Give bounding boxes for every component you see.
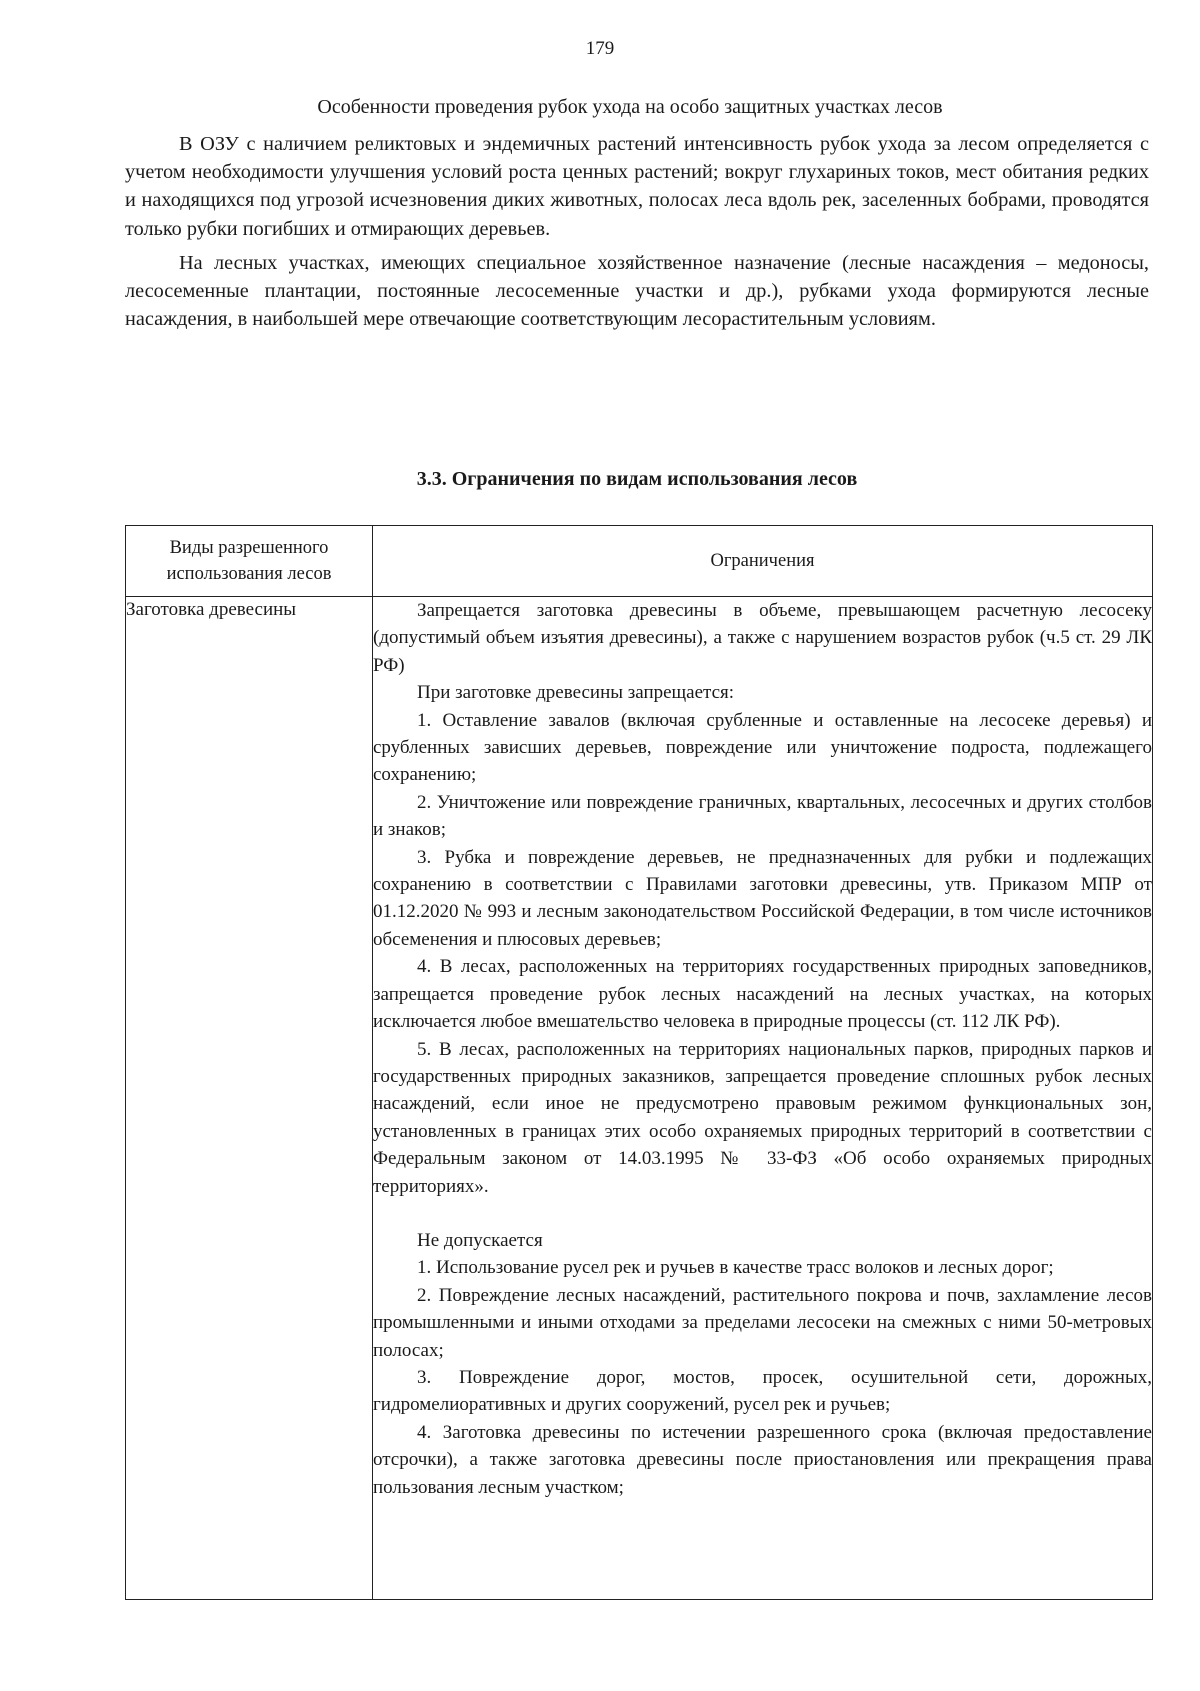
restriction-intro: Запрещается заготовка древесины в объеме, превышающем расчетную лесосеку (допустимый объем изъятия древесины), а также с нарушением возрастов рубок (ч.5 ст. 29 ЛК РФ) [373,600,1152,676]
restrictions-cell [373,597,1153,1600]
prohibition-item-3: 3. Повреждение дорог, мостов, просек, осушительной сети, дорожных, гидромелиоративных и других сооружений, русел рек и ручьев; [373,1366,1152,1416]
restriction-item-2: 2. Уничтожение или повреждение граничных, квартальных, лесосечных и других столбов и знаков; [373,791,1152,841]
prohibition-item-1: 1. Использование русел рек и ручьев в качестве трасс волоков и лесных дорог; [417,1257,1054,1279]
intro-text [125,130,1149,333]
prohibition-lead: Не допускается [417,1229,543,1251]
usage-type-cell: Заготовка древесины [126,597,373,1600]
section-heading: Особенности проведения рубок ухода на особо защитных участках лесов [317,96,943,118]
table-row [126,597,1153,1600]
page-number: 179 [585,38,615,59]
paragraph-1: В ОЗУ с наличием реликтовых и эндемичных растений интенсивность рубок ухода за лесом определяется с учетом необходимости улучшения условий роста ценных растений; вокруг глухариных токов, мест обитания редких и находящихся под угрозой исчезновения диких животных, полосах леса вдоль рек, заселенных бобрами, проводятся только рубки погибших и отмирающих деревьев. [125,133,1149,240]
header-restrictions: Ограничения [373,526,1153,597]
restriction-lead: При заготовке древесины запрещается: [417,682,735,704]
prohibition-item-2: 2. Повреждение лесных насаждений, растительного покрова и почв, захламление лесов промышленными и иными отходами за пределами лесосеки на смежных с ними 50-метровых полосах; [373,1284,1152,1361]
restriction-item-3: 3. Рубка и повреждение деревьев, не предназначенных для рубки и подлежащих сохранению в соответствии с Правилами заготовки древесины, утв. Приказом МПР от 01.12.2020 № 993 и лесным законодательством Российской Федерации, в том числе источников обсеменения и плюсовых деревьев; [373,846,1152,950]
prohibition-item-4: 4. Заготовка древесины по истечении разрешенного срока (включая предоставление отсрочки), а также заготовка древесины после приостановления или прекращения права пользования лесным участком; [373,1421,1152,1498]
restrictions-table [125,525,1153,1600]
header-usage-types: Виды разрешенного использования лесов [126,526,373,597]
restriction-item-4: 4. В лесах, расположенных на территориях государственных природных заповедников, запрещается проведение рубок лесных насаждений на лесных участках, на которых исключается любое вмешательство человека в природные процессы (ст. 112 ЛК РФ). [373,956,1152,1033]
paragraph-2: На лесных участках, имеющих специальное хозяйственное назначение (лесные насаждения – медоносы, лесосеменные плантации, постоянные лесосеменные участки и др.), рубками ухода формируются лесные насаждения, в наибольшей мере отвечающие соответствующим лесорастительным условиям. [125,251,1149,331]
restriction-item-5: 5. В лесах, расположенных на территориях национальных парков, природных парков и государственных природных заказников, запрещается проведение сплошных рубок лесных насаждений, если иное не предусмотрено правовым режимом функциональных зон, установленных в границах этих особо охраняемых природных территорий в соответствии с Федеральным законом от 14.03.1995 № 33-ФЗ «Об особо охраняемых природных территориях». [373,1038,1152,1197]
restriction-item-1: 1. Оставление завалов (включая срубленные и оставленные на лесосеке деревья) и срубленных зависших деревьев, повреждение или уничтожение подроста, подлежащего сохранению; [373,709,1152,786]
table-title: 3.3. Ограничения по видам использования лесов [416,468,858,490]
table-header-row [126,526,1153,597]
spacer [373,1200,1152,1227]
